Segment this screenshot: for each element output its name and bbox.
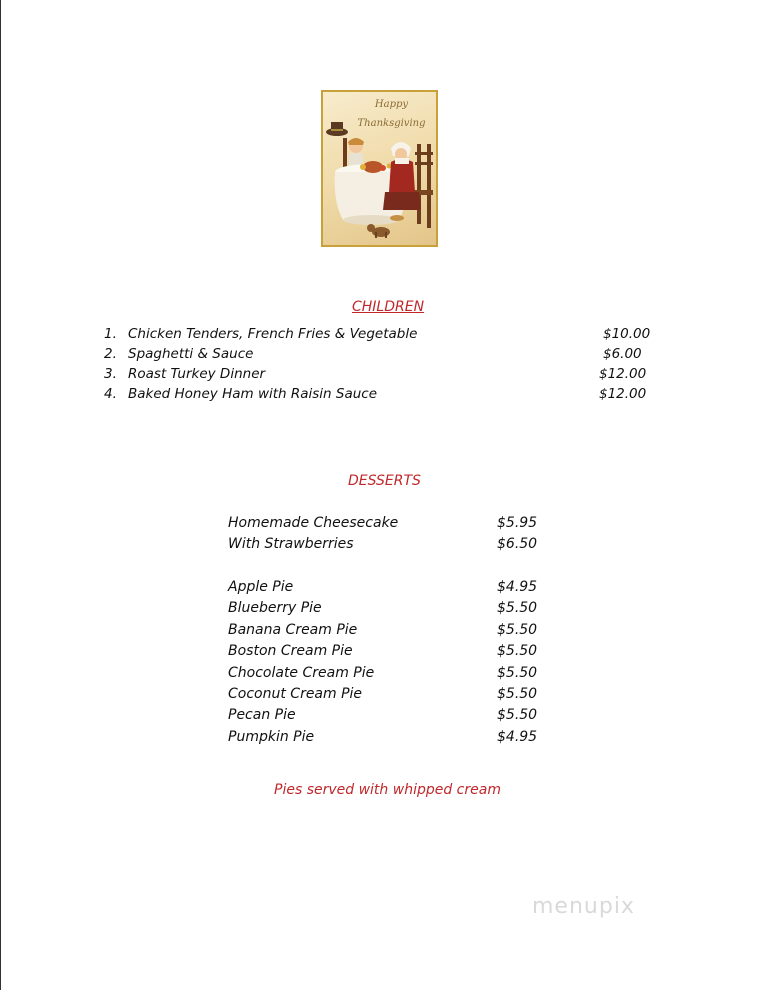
item-price: $6.50 [497, 536, 538, 552]
item-price: $10.00 [603, 326, 651, 342]
item-number: 4. [104, 386, 117, 402]
item-name: Blueberry Pie [228, 600, 322, 616]
list-item [228, 643, 548, 663]
item-price: $4.95 [497, 579, 538, 595]
pilgrim-children-picture [323, 92, 436, 245]
card-greeting-line1: Happy [374, 99, 409, 110]
item-price: $5.50 [497, 600, 538, 616]
list-item [104, 366, 664, 386]
item-name: Boston Cream Pie [228, 643, 353, 659]
item-price: $5.50 [497, 643, 538, 659]
list-item [228, 622, 548, 642]
pies-note: Pies served with whipped cream [274, 782, 501, 798]
list-item [228, 515, 548, 535]
children-heading: CHILDREN [352, 299, 425, 315]
item-name: Chicken Tenders, French Fries & Vegetable [128, 326, 418, 342]
list-item [228, 686, 548, 706]
item-price: $5.50 [497, 707, 538, 723]
item-number: 1. [104, 326, 117, 342]
item-price: $12.00 [599, 366, 647, 382]
item-name: Pecan Pie [228, 707, 296, 723]
item-name: Roast Turkey Dinner [128, 366, 266, 382]
list-item [228, 579, 548, 599]
item-name: Homemade Cheesecake [228, 515, 399, 531]
thanksgiving-card-illustration [321, 90, 438, 247]
list-item [228, 536, 548, 556]
list-item [228, 707, 548, 727]
list-item [104, 386, 664, 406]
list-item [104, 346, 664, 366]
item-number: 3. [104, 366, 117, 382]
list-item [228, 729, 548, 749]
item-number: 2. [104, 346, 117, 362]
list-item [228, 665, 548, 685]
item-name: Spaghetti & Sauce [128, 346, 254, 362]
item-name: Chocolate Cream Pie [228, 665, 375, 681]
item-price: $12.00 [599, 386, 647, 402]
item-price: $6.00 [603, 346, 642, 362]
card-greeting-line2: Thanksgiving [357, 118, 426, 129]
item-price: $4.95 [497, 729, 538, 745]
item-name: With Strawberries [228, 536, 354, 552]
item-name: Coconut Cream Pie [228, 686, 363, 702]
item-name: Baked Honey Ham with Raisin Sauce [128, 386, 378, 402]
item-price: $5.50 [497, 686, 538, 702]
item-price: $5.50 [497, 665, 538, 681]
menupix-watermark: menupix [532, 894, 635, 919]
page-border [0, 0, 1, 990]
list-item [228, 600, 548, 620]
item-price: $5.50 [497, 622, 538, 638]
item-price: $5.95 [497, 515, 538, 531]
list-item [104, 326, 664, 346]
item-name: Banana Cream Pie [228, 622, 358, 638]
item-name: Pumpkin Pie [228, 729, 315, 745]
desserts-heading: DESSERTS [348, 473, 421, 489]
item-name: Apple Pie [228, 579, 294, 595]
